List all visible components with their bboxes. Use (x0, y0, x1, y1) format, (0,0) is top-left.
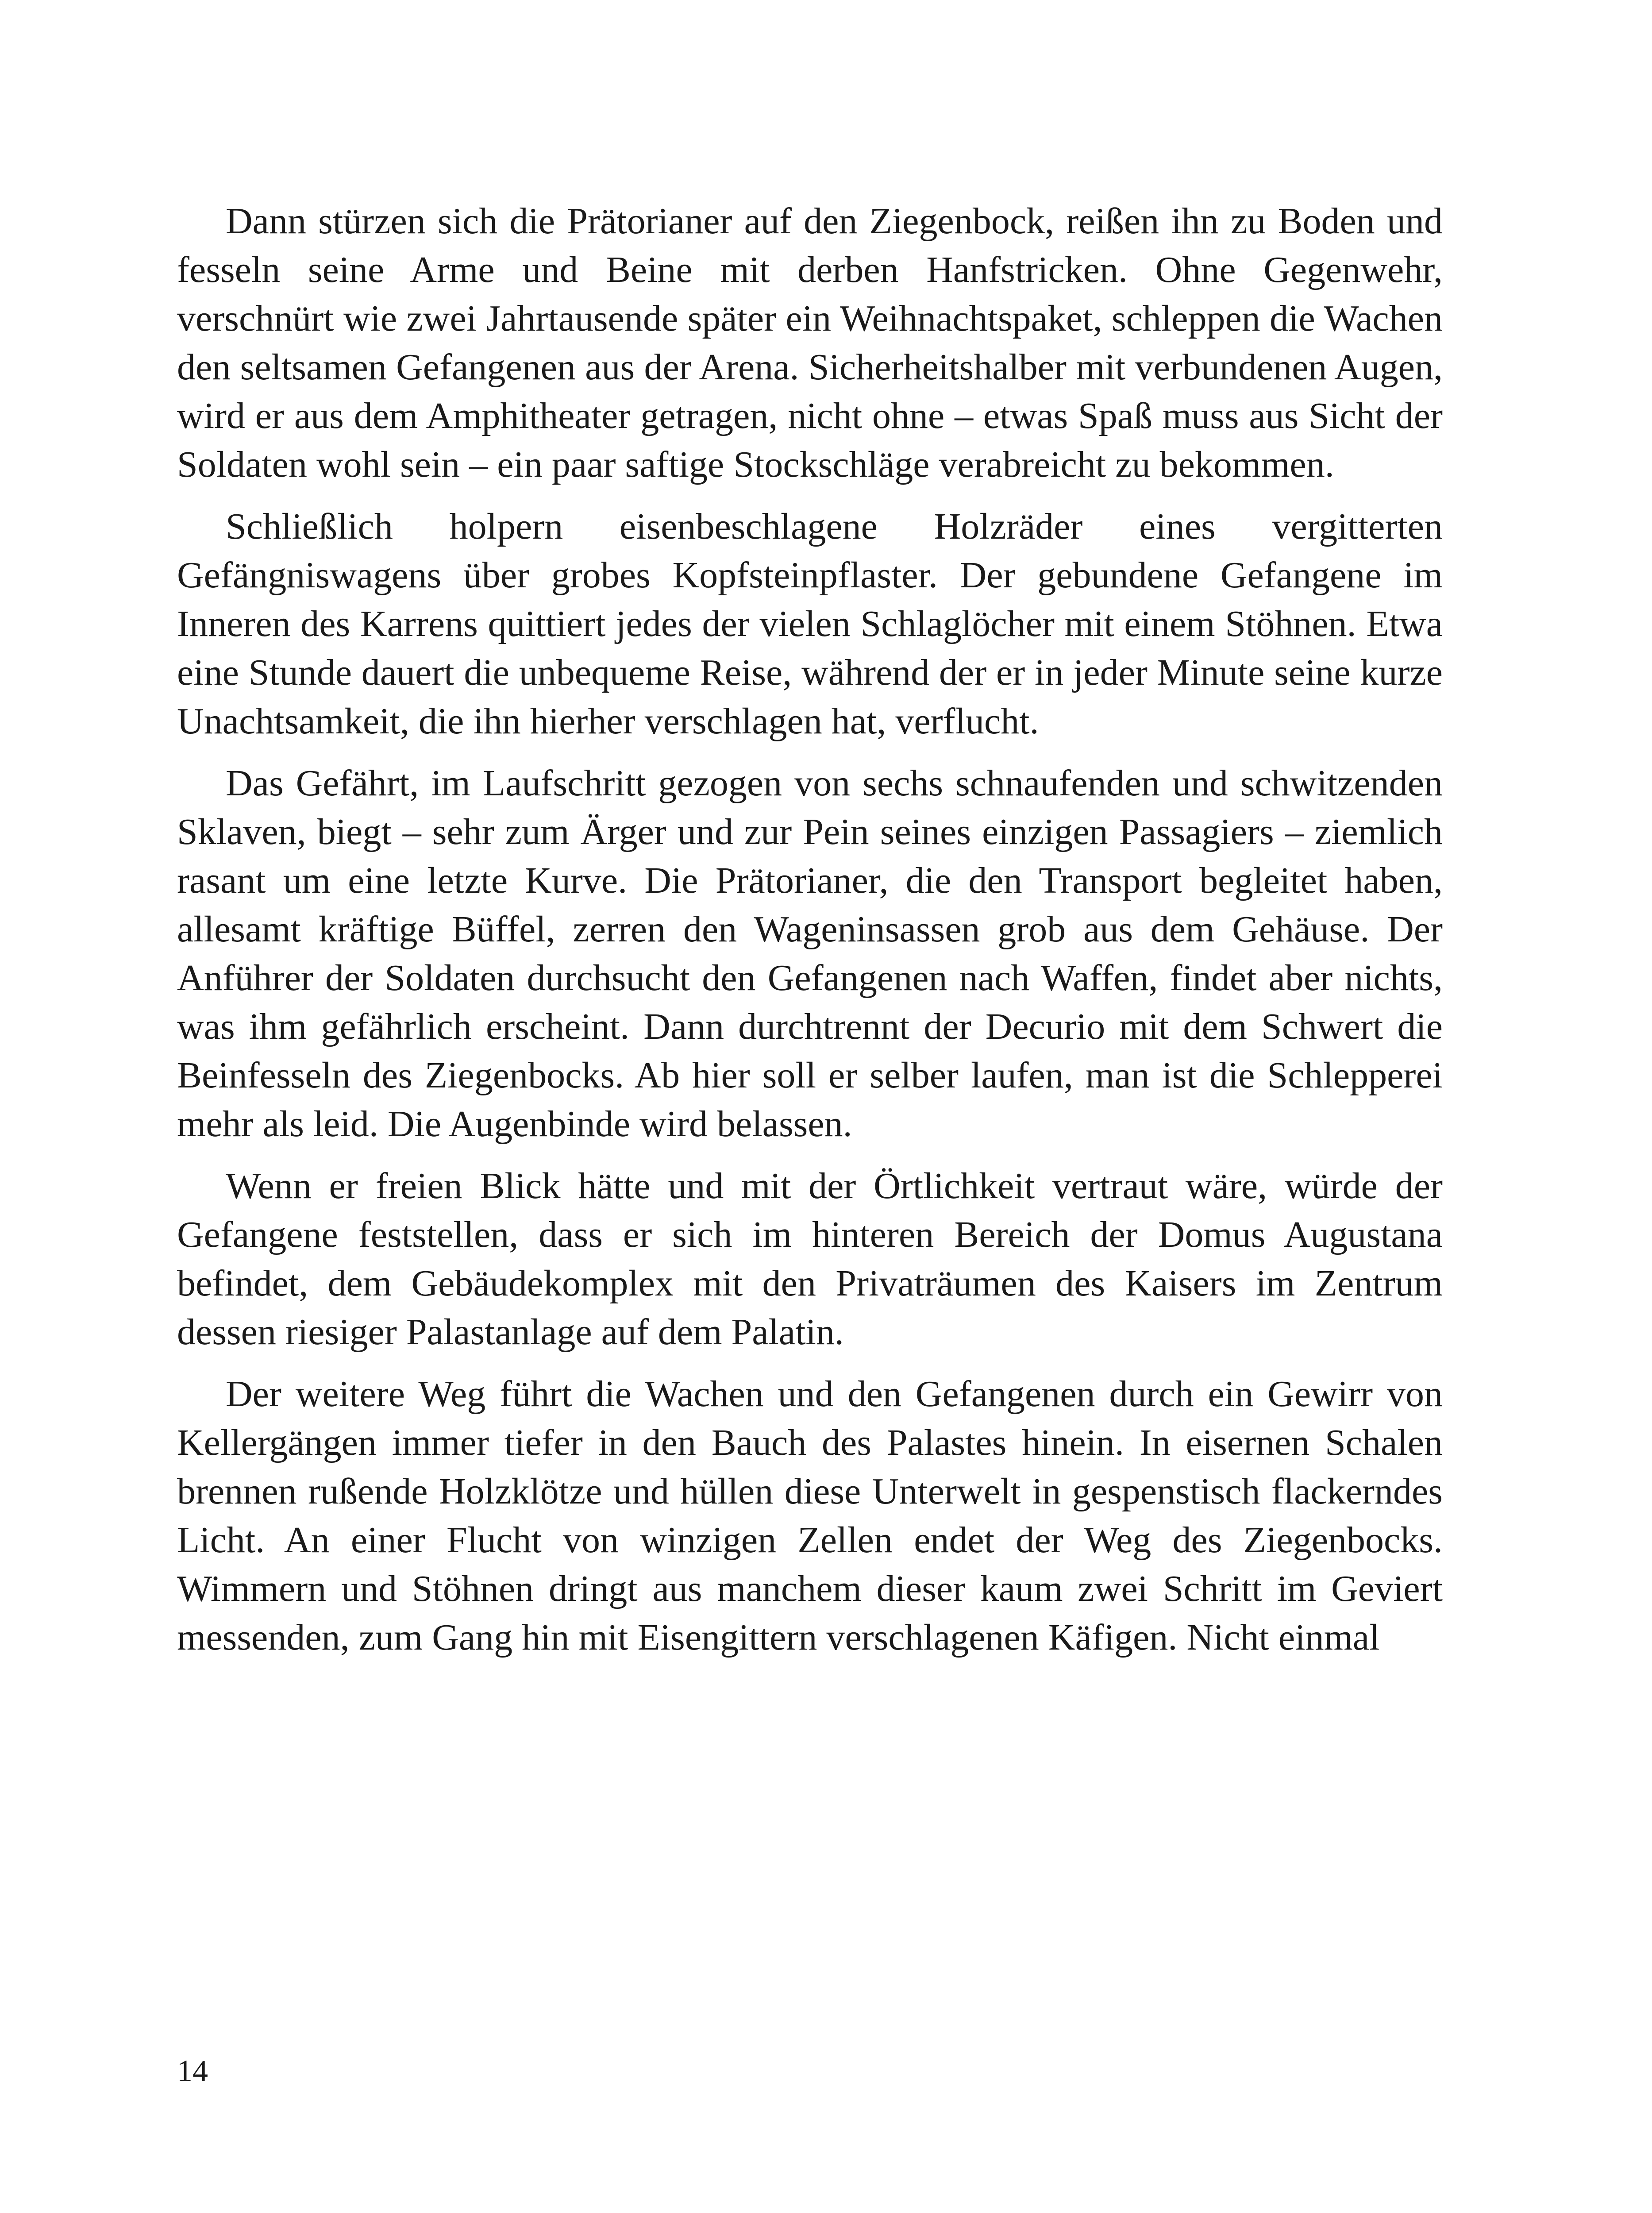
paragraph-3: Das Gefährt, im Laufschritt gezogen von sechs schnaufenden und schwitzenden Sklaven, biegt – sehr zum Ärger und zur Pein seines einzigen Passagiers – ziemlich rasant um eine letzte Kurve. Die Prätorianer, die den Transport begleitet haben, allesamt kräftige Büffel, zerren den Wageninsassen grob aus dem Gehäuse. Der Anführer der Soldaten durchsucht den Gefangenen nach Waffen, findet aber nichts, was ihm gefährlich erscheint. Dann durchtrennt der Decurio mit dem Schwert die Beinfesseln des Ziegenbocks. Ab hier soll er selber laufen, man ist die Schlepperei mehr als leid. Die Augenbinde wird belassen. (177, 763, 1443, 1145)
body-text (177, 197, 1443, 1662)
paragraph-4: Wenn er freien Blick hätte und mit der Örtlichkeit vertraut wäre, würde der Gefangene feststellen, dass er sich im hinteren Bereich der Domus Augustana befindet, dem Gebäudekomplex mit den Privaträumen des Kaisers im Zentrum dessen riesiger Palastanlage auf dem Palatin. (177, 1165, 1443, 1353)
paragraph-2: Schließlich holpern eisenbeschlagene Holzräder eines vergitterten Gefängniswagens über grobes Kopfsteinpflaster. Der gebundene Gefangene im Inneren des Karrens quittiert jedes der vielen Schlaglöcher mit einem Stöhnen. Etwa eine Stunde dauert die unbequeme Reise, während der er in jeder Minute seine kurze Unachtsamkeit, die ihn hierher verschlagen hat, verflucht. (177, 506, 1443, 742)
page-number: 14 (177, 2054, 208, 2088)
paragraph-1: Dann stürzen sich die Prätorianer auf den Ziegenbock, reißen ihn zu Boden und fesseln seine Arme und Beine mit derben Hanfstricken. Ohne Gegenwehr, verschnürt wie zwei Jahrtausende später ein Weihnachtspaket, schleppen die Wachen den seltsamen Gefangenen aus der Arena. Sicherheitshalber mit verbundenen Augen, wird er aus dem Amphitheater getragen, nicht ohne – etwas Spaß muss aus Sicht der Soldaten wohl sein – ein paar saftige Stockschläge verabreicht zu bekommen. (177, 200, 1443, 485)
paragraph-5: Der weitere Weg führt die Wachen und den Gefangenen durch ein Gewirr von Kellergängen immer tiefer in den Bauch des Palastes hinein. In eisernen Schalen brennen rußende Holzklötze und hüllen diese Unterwelt in gespenstisch flackerndes Licht. An einer Flucht von winzigen Zellen endet der Weg des Ziegenbocks. Wimmern und Stöhnen dringt aus manchem dieser kaum zwei Schritt im Geviert messenden, zum Gang hin mit Eisengittern verschlagenen Käfigen. Nicht einmal (177, 1373, 1443, 1658)
